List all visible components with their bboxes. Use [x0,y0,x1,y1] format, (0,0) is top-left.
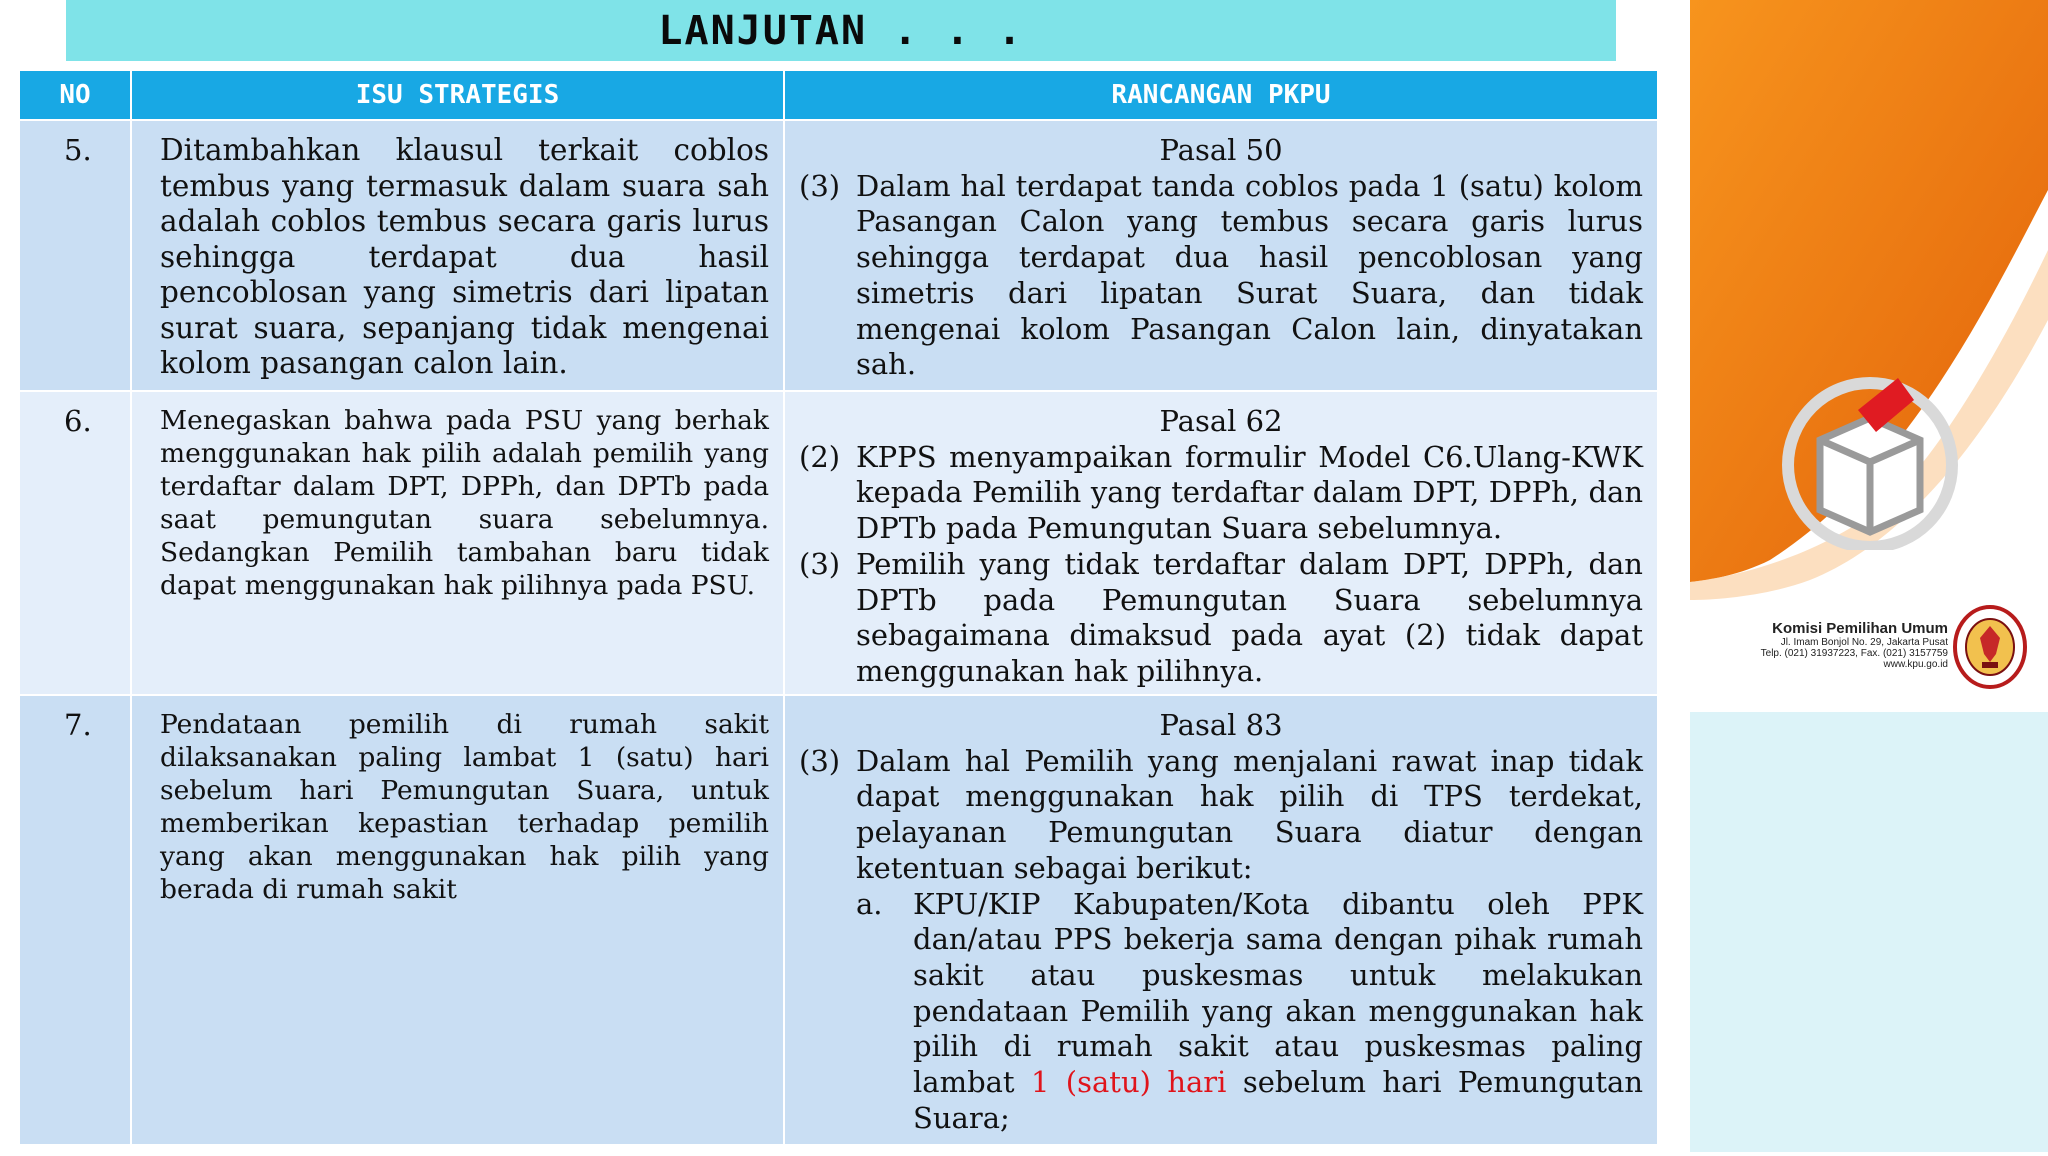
light-blue-panel [1690,712,2048,1152]
ayat-item [799,744,1643,887]
title-bar [66,0,1616,61]
pasal-title: Pasal 62 [1159,404,1283,438]
strategic-issues-table [20,69,1657,1146]
page-title: LANJUTAN . . . [658,7,1024,54]
ayat-text: Dalam hal terdapat tanda coblos pada 1 (satu) kolom Pasangan Calon yang tembus secara garis lurus sehingga terdapat dua hasil pencoblosan yang simetris dari lipatan Surat Suara, dan tidak mengenai kolom Pasangan Calon lain, dinyatakan sah. [856,168,1643,382]
header-isu-strategis: ISU STRATEGIS [132,71,785,119]
org-phone: Telp. (021) 31937223, Fax. (021) 3157759 [1760,648,1948,659]
highlight-deadline: 1 (satu) hari [1030,1065,1227,1100]
ayat-item [799,547,1643,690]
header-no: NO [20,71,132,119]
ayat-text: Dalam hal Pemilih yang menjalani rawat inap tidak dapat menggunakan hak pilih di TPS terdekat, pelayanan Pemungutan Suara diatur dengan ketentuan sebagai berikut: [856,743,1643,885]
pkpu-cell [785,392,1657,694]
org-name: Komisi Pemilihan Umum [1772,620,1948,637]
table-header [20,69,1657,121]
header-rancangan-pkpu: RANCANGAN PKPU [1111,80,1331,110]
row-number: 5. [20,121,132,390]
ballot-box-icon [1780,370,1960,550]
table-row [20,392,1657,696]
isu-text: Menegaskan bahwa pada PSU yang berhak menggunakan hak pilih adalah pemilih yang terdaftar dalam DPT, DPPh, dan DPTb pada saat pemungutan suara sebelumnya. Sedangkan Pemilih tambahan baru tidak dapat menggunakan hak pilihnya pada PSU. [132,392,785,694]
kpu-seal-icon [1952,604,2028,690]
ayat-text: Pemilih yang tidak terdaftar dalam DPT, DPPh, dan DPTb pada Pemungutan Suara sebelumnya sebagaimana dimaksud pada ayat (2) tidak dapat menggunakan hak pilihnya. [856,546,1643,688]
ayat-number: (3) [799,168,841,203]
row-number: 7. [20,696,132,1144]
isu-text: Ditambahkan klausul terkait coblos tembus yang termasuk dalam suara sah adalah coblos tembus secara garis lurus sehingga terdapat dua hasil pencoblosan yang simetris dari lipatan surat suara, sepanjang tidak mengenai kolom pasangan calon lain. [132,121,785,390]
org-website: www.kpu.go.id [1883,659,1948,670]
row-number: 6. [20,392,132,694]
sub-item-text [913,887,1643,1137]
sub-text-before: KPU/KIP Kabupaten/Kota dibantu oleh PPK dan/atau PPS bekerja sama dengan pihak rumah sakit atau puskesmas untuk melakukan pendataan Pemilih yang akan menggunakan hak pilih di rumah sakit atau puskesmas paling lambat [913,886,1643,1100]
isu-text: Pendataan pemilih di rumah sakit dilaksanakan paling lambat 1 (satu) hari sebelum hari Pemungutan Suara, untuk memberikan kepastian terhadap pemilih yang akan menggunakan hak pilih yang berada di rumah sakit [132,696,785,1144]
orange-wave-graphic [1690,0,2048,1152]
pkpu-cell [785,696,1657,1144]
table-row [20,121,1657,392]
ayat-number: (3) [799,546,841,581]
sub-text-after: sebelum hari Pemungutan Suara; [913,1065,1644,1135]
org-address: Jl. Imam Bonjol No. 29, Jakarta Pusat [1780,637,1948,648]
decorative-panel [1690,0,2048,1152]
sub-item [856,887,1643,1137]
ayat-text: KPPS menyampaikan formulir Model C6.Ulang-KWK kepada Pemilih yang terdaftar dalam DPT, DPPh, dan DPTb pada Pemungutan Suara sebelumnya. [856,439,1643,546]
table-row [20,696,1657,1146]
pkpu-cell [785,121,1657,390]
ayat-number: (2) [799,439,841,474]
ayat-item [799,169,1643,383]
ayat-number: (3) [799,743,841,778]
kpu-address-block [1700,620,1948,670]
pasal-title: Pasal 83 [1159,708,1283,742]
ayat-item [799,440,1643,547]
pasal-title: Pasal 50 [1159,133,1283,167]
sub-item-letter: a. [856,886,883,921]
